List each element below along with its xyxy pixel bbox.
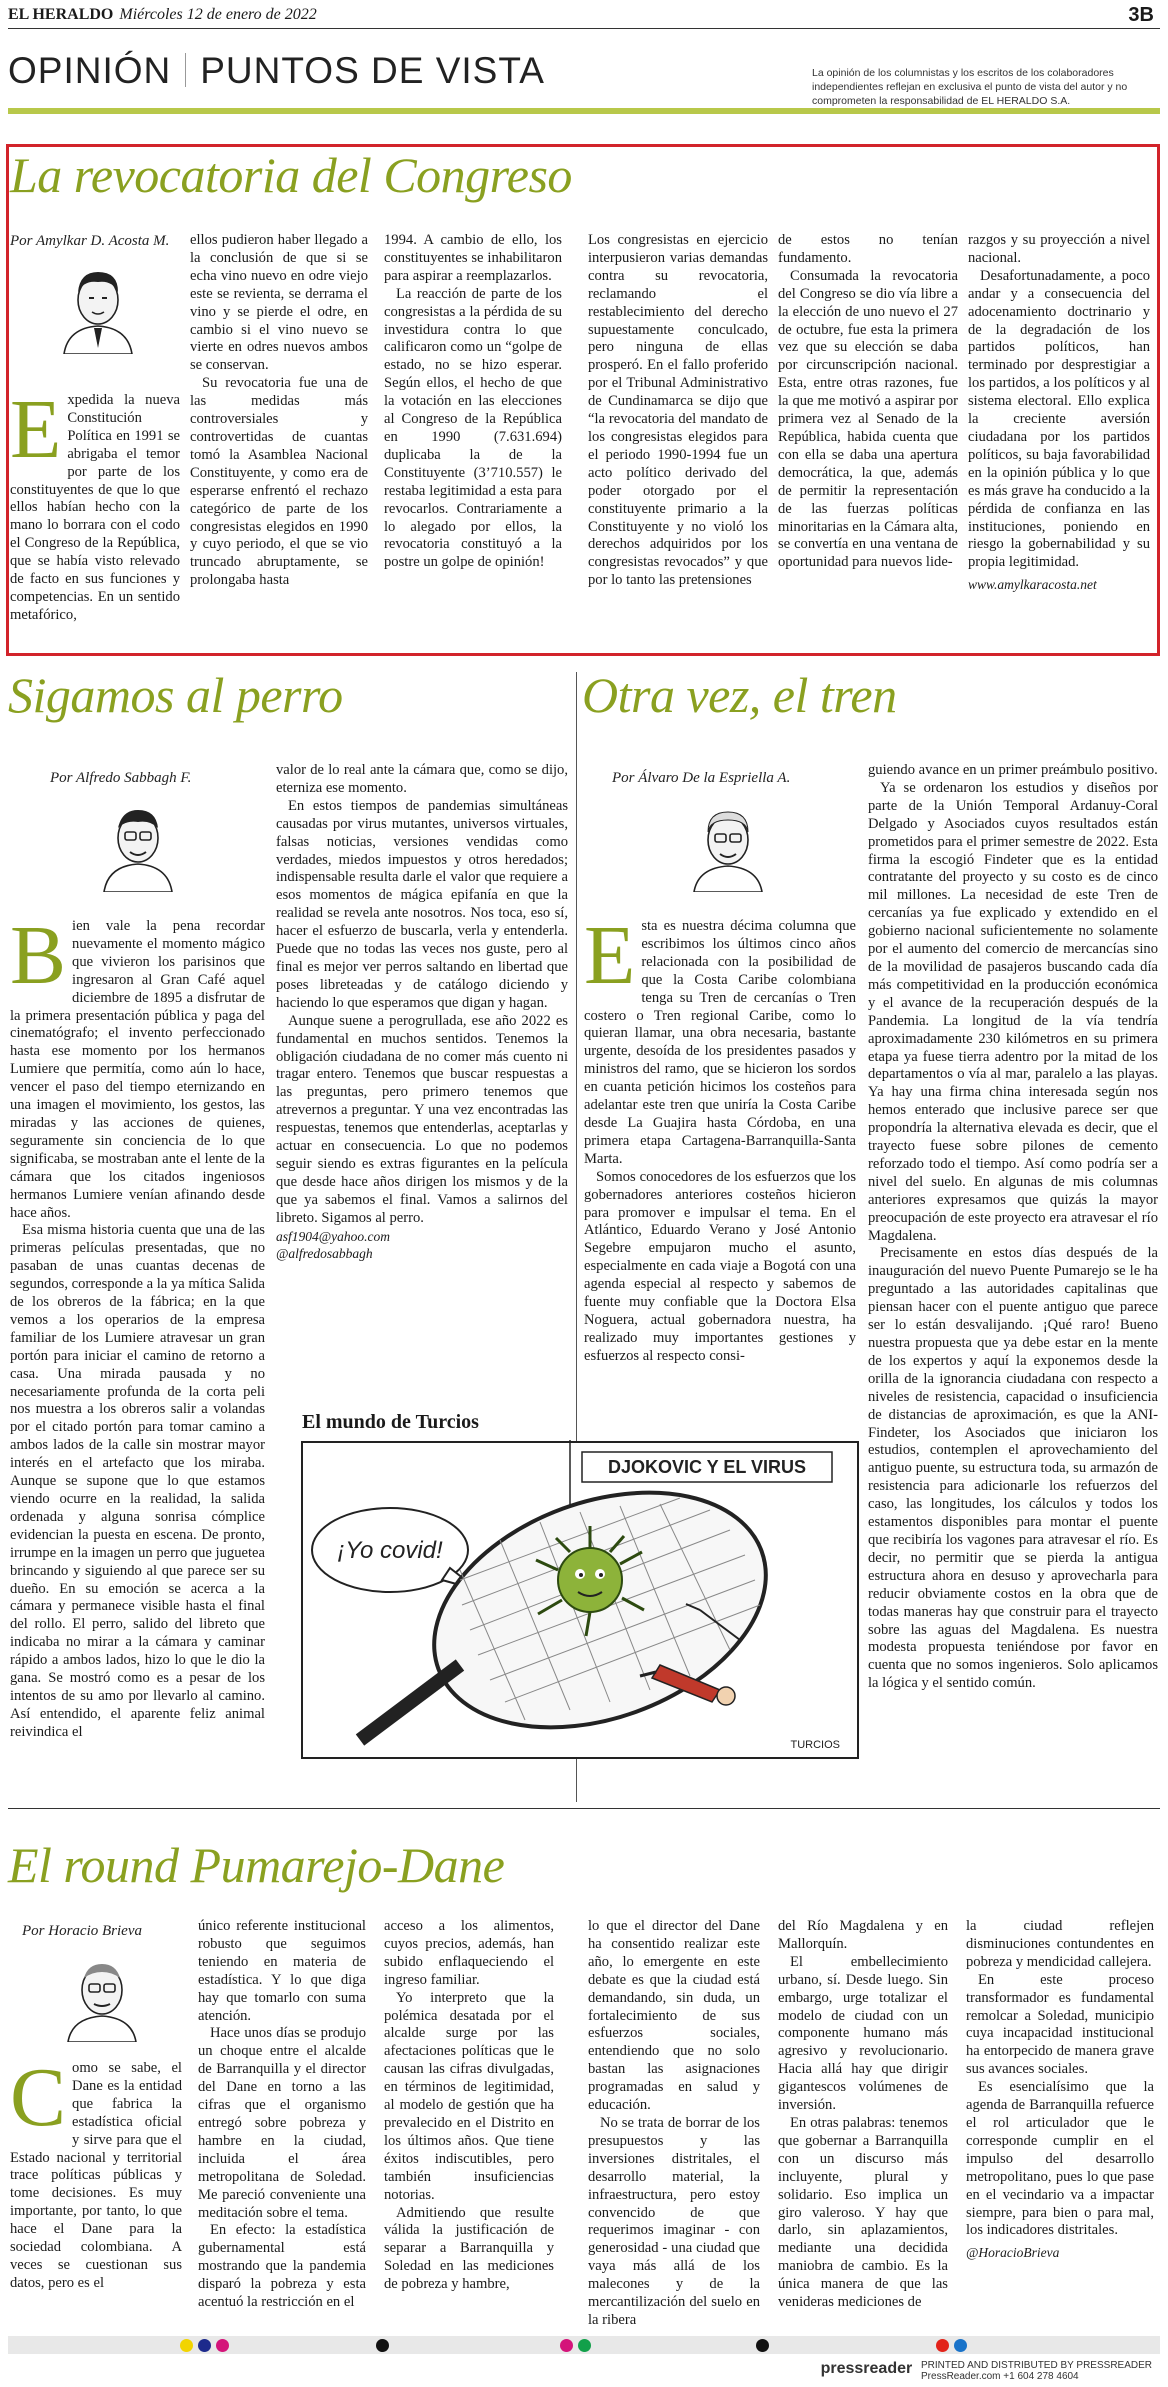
registration-mark [954, 2339, 967, 2352]
paragraph: acceso a los alimentos, cuyos precios, además, han subido enflaqueciendo el ingreso familiar. [384, 1918, 554, 1988]
article3-byline: Por Álvaro De la Espriella A. [612, 770, 791, 786]
paragraph: Es esencialísimo que la agenda de Barranquilla refuerce el rol articulador que le corresponde cumplir en el impulso del desarrollo metropolitano, pues lo que pase en el vecindario va a impactar siempre, para bien o para mal, los indicadores distritales. [966, 2079, 1154, 2239]
section-title: OPINIÓN [8, 50, 172, 91]
paragraph: Desafortunadamente, a poco andar y a consecuencia del adocenamiento doctrinario y de la degradación de los partidos políticos, han terminado por desprestigiar a los partidos, a los políticos y al sistema electoral. Ello explica la creciente aversión ciudadana por los partidos políticos, su baja favorabilidad en la opinión pública y lo que es más grave ha conducido a la pérdida de confianza en las instituciones, poniendo en riesgo la gobernabilidad y su propia legitimidad. [968, 267, 1150, 571]
masthead [8, 6, 317, 24]
article1-column-1 [10, 383, 180, 625]
paragraph: Ya se ordenaron los estudios y diseños por parte de la Unión Temporal Ardanuy-Coral Delgado y Asociados cuyos resultados están prometidos para el primer semestre de 2022. Esta firma la escogió Findeter que es la entidad contratante del proyecto y su costo es de cinco mil millones. La necesidad de este Tren de cercanías ya fue explicado y extendido en el gobierno nacional suficientemente no solamente por el aumento del comercio de mercancías sino de la movilidad de pasajeros buscando cada día más competitividad en la producción económica y el avance de la recuperación después de la Pandemia. La longitud de la vía tendría aproximadamente 230 kilómetros en su primera etapa ya fuese tierra adentro por la mitad de los departamentos o vía al mar, paralelo a las playas. Ya hay una firma china interesada según nos hemos enterado que inclusive parece ser que propondría la alternativa elevada es decir, que el trayecto fuese sobre pilones de cemento reforzado todo el tiempo. Así como podría ser a nivel del suelo. En algunas de mis columnas anteriores expresamos que quizás la mayor preocupación de este proyecto era atravesar el río Magdalena. [868, 779, 1158, 1244]
drop-cap: E [10, 383, 62, 476]
article2-byline: Por Alfredo Sabbagh F. [50, 770, 192, 786]
paragraph: En otras palabras: tenemos que gobernar a Barranquilla con un discurso más incluyente, plural y solidario. Eso implica un giro valeroso. Y hay que darlo, sin aplazamientos, mediante una decidida maniobra de cambio. Es la única manera de que las venideras mediciones de [778, 2114, 948, 2311]
author-portrait-icon [56, 262, 140, 354]
registration-mark [180, 2339, 193, 2352]
author-website[interactable]: www.amylkaracosta.net [968, 577, 1097, 593]
drop-cap: B [10, 909, 67, 1002]
section-header [8, 50, 545, 92]
paragraph: ien vale la pena recordar nuevamente el momento mágico que vivieron los parisinos que ingresaron al Gran Café aquel diciembre de 1895 a disfrutar de la primera presentación pública y paga del cinematógrafo; el invento perfeccionado hasta ese momento por los hermanos Lumiere que permitía, como aún lo hace, vencer el paso del tiempo eternizando en una imagen el movimiento, los gestos, las miradas y las acciones de quienes, seguramente sin conciencia de lo que significaba, se mostraban ante el lente de la cámara que los citados ingeniosos hermanos Lumiere venían afinando desde hace años. [10, 918, 265, 1221]
author-handle[interactable]: @HoracioBrieva [966, 2245, 1060, 2261]
author-email[interactable]: asf1904@yahoo.com [276, 1228, 391, 1244]
paragraph: Esa misma historia cuenta que una de las primeras películas presentadas, que no pasaban de unas cuantas decenas de segundos, corresponde a la ya mítica Salida de los obreros de la fábrica; en la que vemos a los operarios de la empresa familiar de los Lumiere atravesar un gran portón para iniciar el camino de retorno a casa. Una mirada pausada y no necesariamente profunda de la corta peli nos muestra a los obreros salir a volandas por el citado portón para tomar camino a ambos lados de la calle sin mostrar mayor interés en el artefacto que los miraba. Aunque se supone que lo que estamos viendo ocurre en la realidad, la salida ordenada y alguna sonrisa cómplice evidencian la puesta en escena. De pronto, irrumpe en la imagen un perro que juguetea brincando y siguiendo al que parece ser su dueño. En su emoción se acerca a la cámara y permanece visible hasta el final del rollo. El perro, salido del libreto que indicaba no mirar a la cámara y caminar rápido a ambos lados, hizo lo que le dio la gana. Se mostró como es a pesar de los intentos de su amo por llevarlo al camino. Así entendido, el aparente feliz animal reivindica el [10, 1222, 265, 1740]
paragraph: La reacción de parte de los congresistas a la pérdida de su investidura contra lo que calificaron como un “golpe de estado, no se hizo esperar. Según ellos, el hecho de que la votación en las elecciones al Congreso de la República en 1990 (7.631.694) duplicaba la de la Constituyente (3’710.557) le restaba legitimidad a esta para revocarlos. Contrariamente a lo alegado por ellos, la revocatoria constituyó a la postre un golpe de opinión! [384, 285, 562, 571]
paragraph: Admitiendo que resulte válida la justificación de separar a Barranquilla y Soledad en las mediciones de pobreza y hambre, [384, 2204, 554, 2293]
paragraph: En estos tiempos de pandemias simultáneas causadas por virus mutantes, universos virtuales, falsas noticias, versiones vendidas como verdades, miedos impuestos y otros heredados; indispensable resulta darle el valor que requiere a esos momentos de mágica epifanía en que la realidad se revela ante nosotros. Nos toca, eso sí, hacer el esfuerzo de buscarla, verla y entenderla. Puede que no todas las veces nos guste, pero al final es mejor ver perros saltando en libertad que poses libreteadas y de catálogo diciendo y haciendo lo que esperamos que digan y hagan. [276, 797, 568, 1011]
paragraph: guiendo avance en un primer preámbulo positivo. [868, 762, 1158, 778]
registration-mark [936, 2339, 949, 2352]
issue-date: Miércoles 12 de enero de 2022 [119, 6, 317, 23]
top-rule [8, 28, 1160, 29]
article4-column-3 [384, 1918, 554, 2294]
article1-column-6 [968, 232, 1150, 594]
section-divider [185, 53, 186, 87]
article1-column-2 [190, 232, 368, 590]
cartoon-speech: ¡Yo covid! [337, 1537, 443, 1564]
paragraph: omo se sabe, el Dane es la entidad que fabrica la estadística oficial y sirve para que el Estado nacional y territorial trace políticas públicas y tome decisiones. Es muy importante, por tanto, lo que hace el Dane para la sociedad colombiana. A veces se cuestionan sus datos, pero es el [10, 2060, 182, 2291]
article4-column-4 [588, 1918, 760, 2330]
article2-headline: Sigamos al perro [8, 667, 343, 723]
paragraph: xpedida la nueva Constitución Política en 1991 se abrigaba el temor por parte de los constituyentes de que lo que ellos habían hecho con la mano lo borrara con el codo el Congreso de la República, que se había visto relevado de facto en sus funciones y competencias. En un sentido metafórico, [10, 392, 180, 623]
article4-byline: Por Horacio Brieva [22, 1923, 142, 1939]
author-portrait-icon [686, 800, 770, 892]
article1-byline: Por Amylkar D. Acosta M. [10, 233, 170, 249]
author-handle[interactable]: @alfredosabbagh [276, 1246, 373, 1262]
article3-headline: Otra vez, el tren [582, 667, 897, 723]
registration-mark [578, 2339, 591, 2352]
footer-line-1: PRINTED AND DISTRIBUTED BY PRESSREADER [921, 2360, 1152, 2371]
paragraph: No se trata de borrar de los presupuestos y las inversiones distritales, el desarrollo material, la infraestructura, pero estoy convencido de que requerimos imaginar - con generosidad - una ciudad que vaya más allá de los malecones y de la mercantilización del suelo en la ribera [588, 2114, 760, 2328]
paragraph: sta es nuestra décima columna que escribimos los últimos cinco años relacionada con la posibilidad de que la Costa Caribe colombiana tenga su Tren de cercanías o Tren costero o Tren regional Caribe, como lo quieran llamar, una obra necesaria, bastante urgente, desoída de los presidentes pasados y ministros del ramo, que se hicieron los sordos en cuanta petición hicimos los costeños para adelantar este tren que uniría la Costa Caribe desde La Guajira hasta Córdoba, en una primera etapa Cartagena-Barranquilla-Santa Marta. [584, 918, 856, 1167]
paragraph: Yo interpreto que la polémica desatada por el alcalde surge por las afectaciones políticas que le causan las cifras divulgadas, en términos de legitimidad, al modelo de gestión que ha prevalecido en el Distrito en los últimos años. Que tiene éxitos indiscutibles, pero también insuficiencias notorias. [384, 1989, 554, 2203]
paragraph: Su revocatoria fue una de las medidas más controversiales y controvertidas de cuantas tomó la Asamblea Nacional Constituyente, y como era de esperarse enfrentó el rechazo categórico de parte de los congresistas elegidos en 1990 y cuyo periodo, el que se vio truncado abruptamente, se prolongaba hasta [190, 375, 368, 589]
paragraph: Consumada la revocatoria del Congreso se dio vía libre a la elección de uno nuevo el 27 de octubre, fue esta la primera vez que su elección se daba por circunscripción nacional. Esta, entre otras razones, fue la que me motivó a aspirar por primera vez al Senado de la República, habida cuenta que con ella se daba una apertura democrática, la que, además de permitir la representación de las fuerzas políticas minoritarias en la Cámara alta, se convertía en una ventana de oportunidad para nuevos lide- [778, 267, 958, 571]
newspaper-name: EL HERALDO [8, 6, 114, 23]
paragraph: Somos conocedores de los esfuerzos que los gobernadores anteriores costeños hicieron para promover e impulsar el tema. En el Atlántico, Eduardo Verano y José Antonio Segebre empujaron mucho el asunto, especialmente en cada viaje a Bogotá con una agenda especial al respecto y sabemos de fuente muy confiable que la Doctora Elsa Noguera, actual gobernadora nuestra, ha realizado muy importantes gestiones y esfuerzos al respecto consi- [584, 1168, 856, 1364]
article2-column-2 [276, 762, 568, 1263]
article3-column-1 [584, 909, 856, 1366]
pressreader-footer [821, 2360, 1152, 2382]
author-portrait-icon [96, 800, 180, 892]
article4-column-5 [778, 1918, 948, 2312]
article3-column-2 [868, 762, 1158, 1693]
article4-column-6 [966, 1918, 1154, 2262]
drop-cap: E [584, 909, 636, 1002]
paragraph: la ciudad reflejen disminuciones contundentes en pobreza y mendicidad callejera. [966, 1918, 1154, 1970]
paragraph: Precisamente en estos días después de la inauguración del nuevo Puente Pumarejo se le ha preguntado a las autoridades capitalinas que piensan hacer con el puente antiguo que parece ser lo están desvalijando. ¡Qué raro! Bueno nuestra propuesta que ya debe estar en la mente de los expertos y aquí la exponemos desde la orilla de la ignorancia ciudadana con respecto a niveles de resistencia, capacidad o insuficiencia de distancias de aproximación, es que la ANI-Findeter, los Asociados que iniciaron los estudios, contemplen el aprovechamiento del antiguo puente, su estructura toda, su armazón de resistencia para adicionarle los refuerzos del caso, las longitudes, los cálculos y todos los estamentos disponibles para montar el puente que recibiría los vagones para atravesar el río. Es decir, no permitir que se pierda la antigua estructura ahora en desuso y aprovecharla para reducir obviamente costos en la obra que de todas maneras hay que construir para el trayecto sobre las aguas del Magdalena. Es nuestra modesta propuesta teniéndose por favor en cuenta que no somos ingenieros. Solo aplicamos la lógica y el sentido común. [868, 1245, 1158, 1692]
paragraph: Los congresistas en ejercicio interpusieron varias demandas contra su revocatoria, reclamando el restablecimiento del derecho supuestamente conculcado, pero ninguna de ellas prosperó. En el fallo proferido por el Tribunal Administrativo de Cundinamarca se dijo que “la revocatoria del mandato de los congresistas elegidos para el periodo 1990-1994 fue un acto político derivado del poder otorgado por el constituyente primario a la Constituyente y no violó los derechos adquiridos por los congresistas revocados” y que por lo tanto las pretensiones [588, 232, 768, 589]
paragraph: 1994. A cambio de ello, los constituyentes se inhabilitaron para aspirar a reemplazarlos. [384, 232, 562, 284]
paragraph: de estos no tenían fundamento. [778, 232, 958, 266]
paragraph: Hace unos días se produjo un choque entre el alcalde de Barranquilla y el director del Dane en torno a las cifras que el organismo entregó sobre pobreza y hambre en la ciudad, incluida el área metropolitana de Soledad. Me pareció conveniente una meditación sobre el tema. [198, 2025, 366, 2221]
cartoon-signature: TURCIOS [790, 1739, 840, 1751]
paragraph: lo que el director del Dane ha consentido realizar este año, lo emergente en este debate es que la ciudad está demandando, sin duda, un fortalecimiento de sus esfuerzos sociales, entendiendo que no solo bastan las asignaciones programadas en salud y educación. [588, 1918, 760, 2114]
paragraph: único referente institucional robusto que seguimos teniendo en materia de estadística. Y lo que diga hay que tomarlo con suma atención. [198, 1918, 366, 2024]
registration-mark [216, 2339, 229, 2352]
footer-line-2: PressReader.com +1 604 278 4604 [921, 2371, 1079, 2382]
article1-headline: La revocatoria del Congreso [10, 147, 572, 203]
paragraph: razgos y su proyección a nivel nacional. [968, 232, 1150, 266]
disclaimer: La opinión de los columnistas y los escritos de los colaboradores independientes reflejan en exclusiva el punto de vista del autor y no comprometen la responsabilidad de EL HERALDO S.A. [812, 67, 1128, 107]
section-rule [8, 1808, 1160, 1809]
paragraph: En efecto: la estadística gubernamental está mostrando que la pandemia disparó la pobreza y esta acentuó la restricción en el [198, 2222, 366, 2311]
article4-column-1 [10, 2051, 182, 2293]
page-number: 3B [1128, 4, 1154, 26]
cartoon-section-title: El mundo de Turcios [302, 1411, 479, 1433]
cartoon-illustration [300, 1440, 860, 1760]
paragraph: del Río Magdalena y en Mallorquín. [778, 1918, 948, 1952]
paragraph: El embellecimiento urbano, sí. Desde luego. Sin embargo, urge totalizar el modelo de ciudad con un componente humano más agresivo y revolucionario. Hacia allá hay que dirigir gigantescos volúmenes de inversión. [778, 1953, 948, 2114]
paragraph: Aunque suene a perogrullada, ese año 2022 es fundamental en muchos sentidos. Tenemos la obligación ciudadana de no comer más cuento ni tragar entero. Tenemos que buscar respuestas a las preguntas, pero primero tenemos que atrevernos a preguntar. Y una vez encontradas las respuestas, tenemos que entenderlas, aceptarlas y actuar en consecuencia. Lo que no podemos seguir siendo es extras figurantes en la película que desde hace años dirigen los mismos y de la que ya sabemos el final. Vamos a salirnos del libreto. Sigamos al perro. [276, 1012, 568, 1226]
paragraph: valor de lo real ante la cámara que, como se dijo, eterniza ese momento. [276, 762, 568, 796]
paragraph: ellos pudieron haber llegado a la conclusión de que si se echa vino nuevo en odre viejo este se revienta, se derrama el vino y se pierde el odre, en cambio si el vino nuevo se vierte en odres nuevos ambos se conservan. [190, 232, 368, 374]
registration-mark [560, 2339, 573, 2352]
article4-column-2 [198, 1918, 366, 2312]
section-subtitle: PUNTOS DE VISTA [200, 50, 545, 91]
cartoon-caption: DJOKOVIC Y EL VIRUS [607, 1457, 807, 1477]
drop-cap: C [10, 2051, 67, 2144]
pressreader-logo: pressreader [820, 2360, 913, 2377]
registration-mark [376, 2339, 389, 2352]
article1-column-4 [588, 232, 768, 590]
section-accent-bar [8, 108, 1160, 114]
article4-headline: El round Pumarejo-Dane [8, 1837, 505, 1893]
paragraph: En este proceso transformador es fundamental remolcar a Soledad, municipio cuya incapacidad institucional ha entorpecido de manera grave sus avances sociales. [966, 1971, 1154, 2078]
article1-column-3 [384, 232, 562, 572]
article2-column-1 [10, 909, 265, 1742]
article1-column-5 [778, 232, 958, 572]
registration-mark [756, 2339, 769, 2352]
author-portrait-icon [60, 1950, 144, 2042]
registration-mark [198, 2339, 211, 2352]
